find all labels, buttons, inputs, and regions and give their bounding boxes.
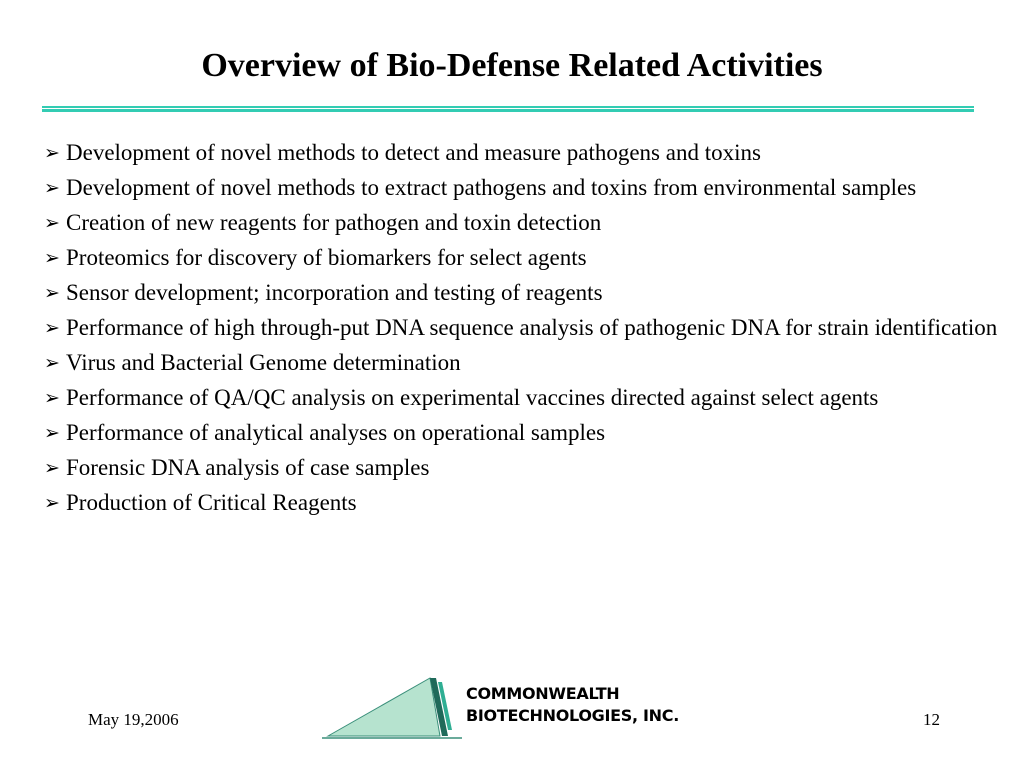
arrow-bullet-icon: ➢ <box>44 493 60 514</box>
arrow-bullet-icon: ➢ <box>44 213 60 234</box>
bullet-text: Forensic DNA analysis of case samples <box>66 455 430 480</box>
slide-title: Overview of Bio-Defense Related Activities <box>201 47 823 84</box>
bullet-text: Proteomics for discovery of biomarkers for select agents <box>66 245 587 270</box>
title-divider <box>42 106 974 113</box>
arrow-bullet-icon: ➢ <box>44 353 60 374</box>
arrow-bullet-icon: ➢ <box>44 283 60 304</box>
list-item <box>44 311 1004 346</box>
company-logo <box>322 670 722 746</box>
bullet-text: Production of Critical Reagents <box>66 490 357 515</box>
list-item <box>44 486 1004 521</box>
list-item <box>44 206 1004 241</box>
logo-name-line2: BIOTECHNOLOGIES, INC. <box>466 706 679 725</box>
bullet-text: Creation of new reagents for pathogen and toxin detection <box>66 210 602 235</box>
arrow-bullet-icon: ➢ <box>44 318 60 339</box>
bullet-text: Performance of QA/QC analysis on experimental vaccines directed against select agents <box>66 385 879 410</box>
bullet-list <box>44 136 1004 521</box>
list-item <box>44 451 1004 486</box>
logo-name-line1: COMMONWEALTH <box>466 684 620 703</box>
list-item <box>44 416 1004 451</box>
arrow-bullet-icon: ➢ <box>44 248 60 269</box>
bullet-text: Development of novel methods to detect and measure pathogens and toxins <box>66 140 761 165</box>
bullet-text: Performance of high through-put DNA sequence analysis of pathogenic DNA for strain identification <box>66 315 998 340</box>
list-item <box>44 136 1004 171</box>
bullet-text: Performance of analytical analyses on operational samples <box>66 420 606 445</box>
arrow-bullet-icon: ➢ <box>44 423 60 444</box>
page-number: 12 <box>923 710 940 729</box>
bullet-text: Development of novel methods to extract pathogens and toxins from environmental samples <box>66 175 917 200</box>
list-item <box>44 171 1004 206</box>
arrow-bullet-icon: ➢ <box>44 458 60 479</box>
footer-date: May 19,2006 <box>88 710 179 729</box>
list-item <box>44 346 1004 381</box>
list-item <box>44 276 1004 311</box>
bullet-text: Virus and Bacterial Genome determination <box>66 350 461 375</box>
list-item <box>44 381 1004 416</box>
bullet-text: Sensor development; incorporation and testing of reagents <box>66 280 603 305</box>
arrow-bullet-icon: ➢ <box>44 178 60 199</box>
arrow-bullet-icon: ➢ <box>44 143 60 164</box>
logo-triangle-icon <box>322 670 462 746</box>
list-item <box>44 241 1004 276</box>
arrow-bullet-icon: ➢ <box>44 388 60 409</box>
